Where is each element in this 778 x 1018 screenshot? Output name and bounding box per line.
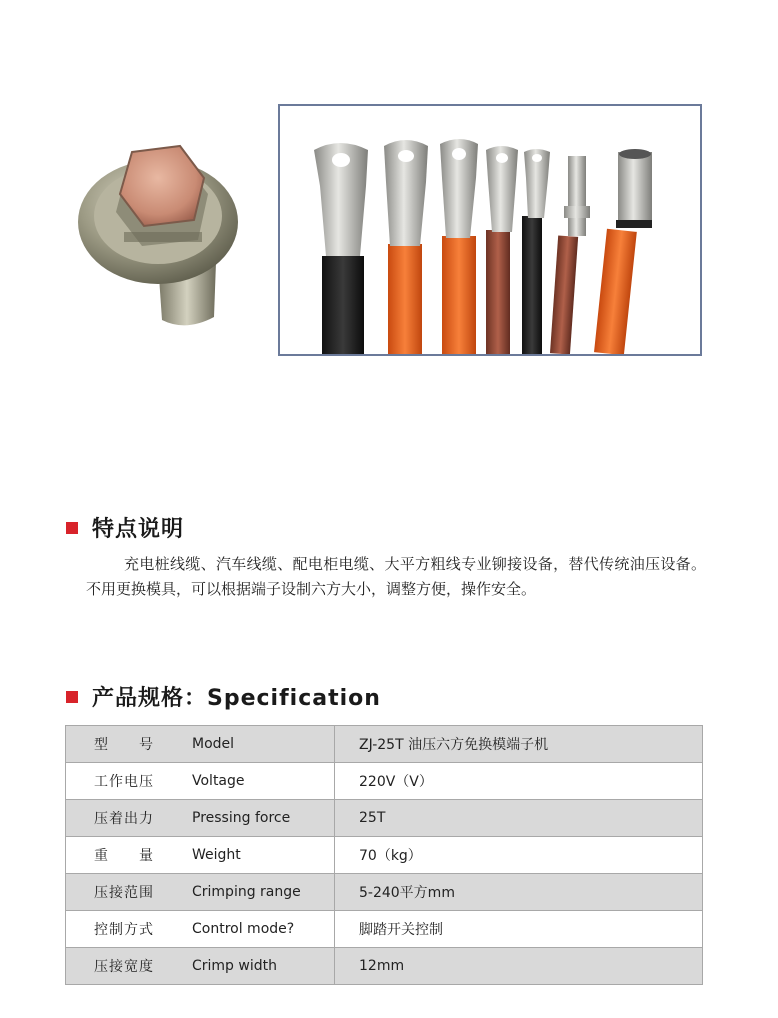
features-heading [66, 512, 184, 543]
spec-value: 25T [335, 800, 703, 837]
spec-value: 脚踏开关控制 [335, 911, 703, 948]
spec-label-en: Voltage [192, 773, 245, 789]
spec-value: 70（kg） [335, 837, 703, 874]
spec-label-cell [66, 911, 335, 948]
cable-lugs-photo [278, 104, 702, 356]
table-row [66, 874, 703, 911]
spec-label-cn: 型 号 [94, 737, 154, 753]
table-row [66, 763, 703, 800]
spec-label-cn: 压接范围 [94, 885, 154, 901]
spec-label-cn: 控制方式 [94, 922, 154, 938]
spec-label-en: Weight [192, 847, 241, 863]
spec-value: 12mm [335, 948, 703, 985]
spec-label-cn: 压着出力 [94, 811, 154, 827]
spec-table [65, 725, 703, 985]
spec-label-cell [66, 948, 335, 985]
red-square-bullet [66, 522, 78, 534]
spec-label-cell [66, 874, 335, 911]
spec-label-cn: 重 量 [94, 848, 154, 864]
spec-value: 5-240平方mm [335, 874, 703, 911]
table-row [66, 726, 703, 763]
features-title: 特点说明 [92, 517, 185, 542]
spec-label-cell [66, 837, 335, 874]
spec-title: 产品规格：Specification [92, 686, 381, 711]
spec-label-cell [66, 726, 335, 763]
spec-label-cn: 压接宽度 [94, 959, 154, 975]
spec-value: 220V（V） [335, 763, 703, 800]
features-paragraph: 充电桩线缆、汽车线缆、配电柜电缆、大平方粗线专业铆接设备，替代传统油压设备。不用更换模具，可以根据端子设制六方大小，调整方便，操作安全。 [86, 555, 706, 598]
spec-label-en: Control mode? [192, 921, 295, 937]
spec-label-cell [66, 800, 335, 837]
table-row [66, 837, 703, 874]
table-row [66, 911, 703, 948]
spec-heading [66, 681, 381, 712]
spec-label-en: Crimping range [192, 884, 301, 900]
spec-label-en: Pressing force [192, 810, 291, 826]
spec-label-en: Model [192, 736, 235, 752]
red-square-bullet [66, 691, 78, 703]
crimped-terminal-photo [76, 132, 246, 332]
spec-label-cn: 工作电压 [94, 774, 154, 790]
table-row [66, 948, 703, 985]
spec-label-en: Crimp width [192, 958, 277, 974]
spec-value: ZJ-25T 油压六方免换模端子机 [335, 726, 703, 763]
table-row [66, 800, 703, 837]
spec-label-cell [66, 763, 335, 800]
